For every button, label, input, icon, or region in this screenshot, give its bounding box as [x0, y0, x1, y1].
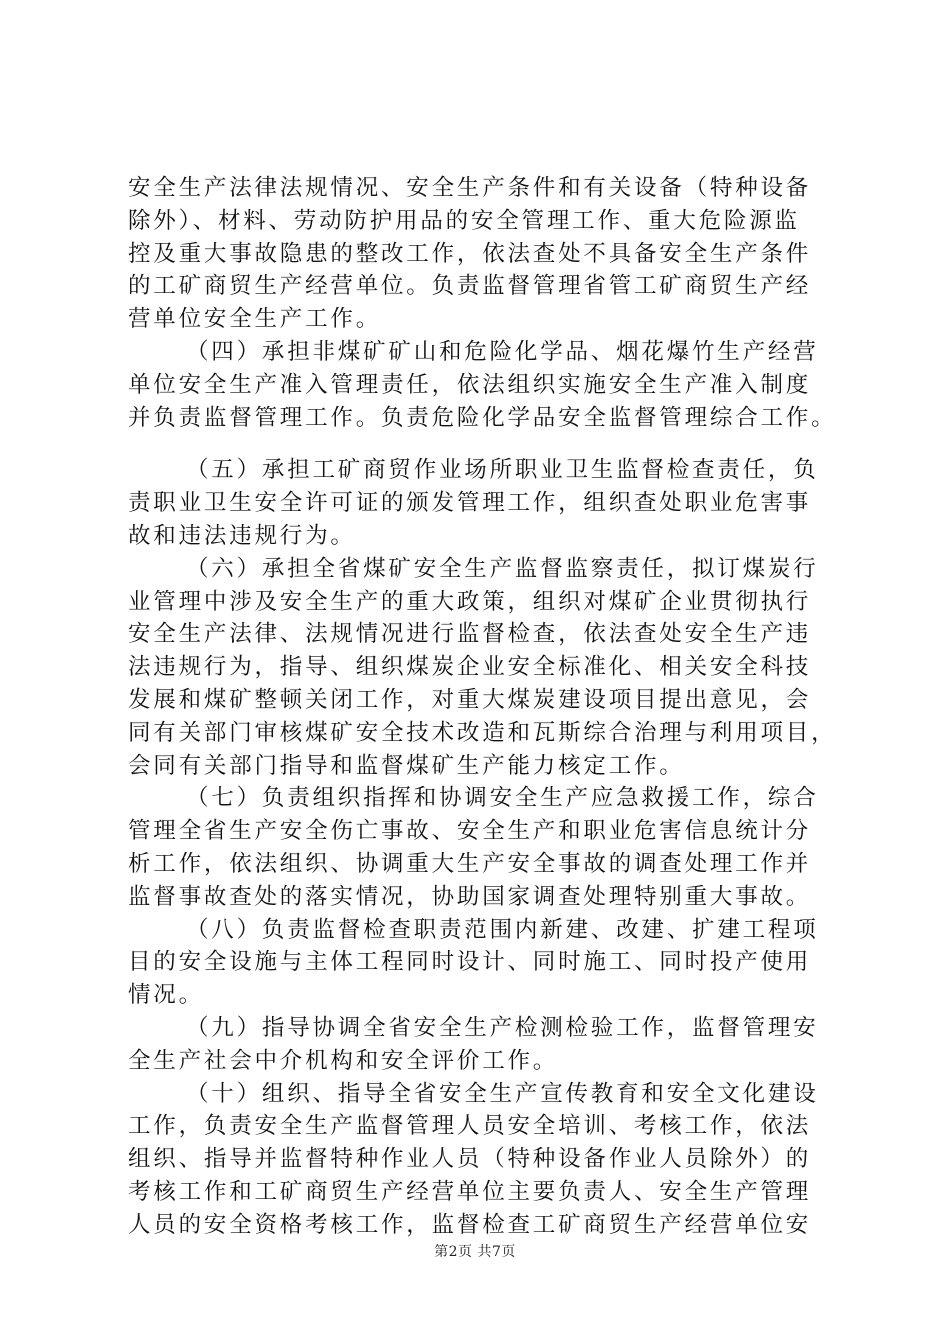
paragraph-gap: [128, 434, 840, 454]
paragraph-9-start: （九）指导协调全省安全生产检测检验工作，监督管理安: [186, 1014, 819, 1041]
text-line: 业管理中涉及安全生产的重大政策，组织对煤矿企业贯彻执行: [128, 588, 812, 615]
text-line: 故和违法违规行为。: [128, 522, 356, 549]
text-line: 组织、指导并监督特种作业人员（特种设备作业人员除外）的: [128, 1146, 812, 1173]
text-line: 单位安全生产准入管理责任，依法组织实施安全生产准入制度: [128, 371, 812, 398]
text-line: 监督事故查处的落实情况，协助国家调查处理特别重大事故。: [128, 883, 812, 910]
text-line: 营单位安全生产工作。: [128, 306, 382, 333]
text-line: 法违规行为，指导、组织煤炭企业安全标准化、相关安全科技: [128, 654, 812, 681]
document-body: [128, 172, 840, 1242]
text-line: 同有关部门审核煤矿安全技术改造和瓦斯综合治理与利用项目，: [128, 719, 837, 746]
text-line: 情况。: [128, 982, 204, 1009]
text-line: 管理全省生产安全伤亡事故、安全生产和职业危害信息统计分: [128, 818, 812, 845]
paragraph-4-start: （四）承担非煤矿矿山和危险化学品、烟花爆竹生产经营: [186, 338, 819, 365]
text-line: 安全生产法律、法规情况进行监督检查，依法查处安全生产违: [128, 621, 812, 648]
text-line: 目的安全设施与主体工程同时设计、同时施工、同时投产使用: [128, 949, 812, 976]
text-line: 会同有关部门指导和监督煤矿生产能力核定工作。: [128, 752, 685, 779]
text-line: 责职业卫生安全许可证的颁发管理工作，组织查处职业危害事: [128, 490, 812, 517]
paragraph-5-start: （五）承担工矿商贸作业场所职业卫生监督检查责任，负: [186, 457, 819, 484]
text-line: 安全生产法律法规情况、安全生产条件和有关设备（特种设备: [128, 175, 812, 201]
text-line: 人员的安全资格考核工作，监督检查工矿商贸生产经营单位安: [128, 1211, 812, 1238]
paragraph-6-start: （六）承担全省煤矿安全生产监督监察责任，拟订煤炭行: [186, 555, 819, 582]
text-line: 的工矿商贸生产经营单位。负责监督管理省管工矿商贸生产经: [128, 273, 812, 300]
paragraph-7-start: （七）负责组织指挥和协调安全生产应急救援工作，综合: [186, 785, 819, 812]
text-line: 考核工作和工矿商贸生产经营单位主要负责人、安全生产管理: [128, 1178, 812, 1205]
text-line: 除外）、材料、劳动防护用品的安全管理工作、重大危险源监: [128, 207, 800, 234]
page-number-footer: 第2页 共7页: [434, 1244, 516, 1260]
text-line: 发展和煤矿整顿关闭工作，对重大煤炭建设项目提出意见，会: [128, 686, 812, 713]
text-line: 并负责监督管理工作。负责危险化学品安全监督管理综合工作。: [128, 404, 837, 431]
paragraph-10-start: （十）组织、指导全省安全生产宣传教育和安全文化建设: [186, 1080, 819, 1107]
text-line: 控及重大事故隐患的整改工作，依法查处不具备安全生产条件: [128, 240, 812, 267]
paragraph-8-start: （八）负责监督检查职责范围内新建、改建、扩建工程项: [186, 916, 819, 943]
text-line: 析工作，依法组织、协调重大生产安全事故的调查处理工作并: [128, 850, 812, 877]
text-line: 全生产社会中介机构和安全评价工作。: [128, 1047, 559, 1074]
text-line: 工作，负责安全生产监督管理人员安全培训、考核工作，依法: [128, 1113, 812, 1140]
